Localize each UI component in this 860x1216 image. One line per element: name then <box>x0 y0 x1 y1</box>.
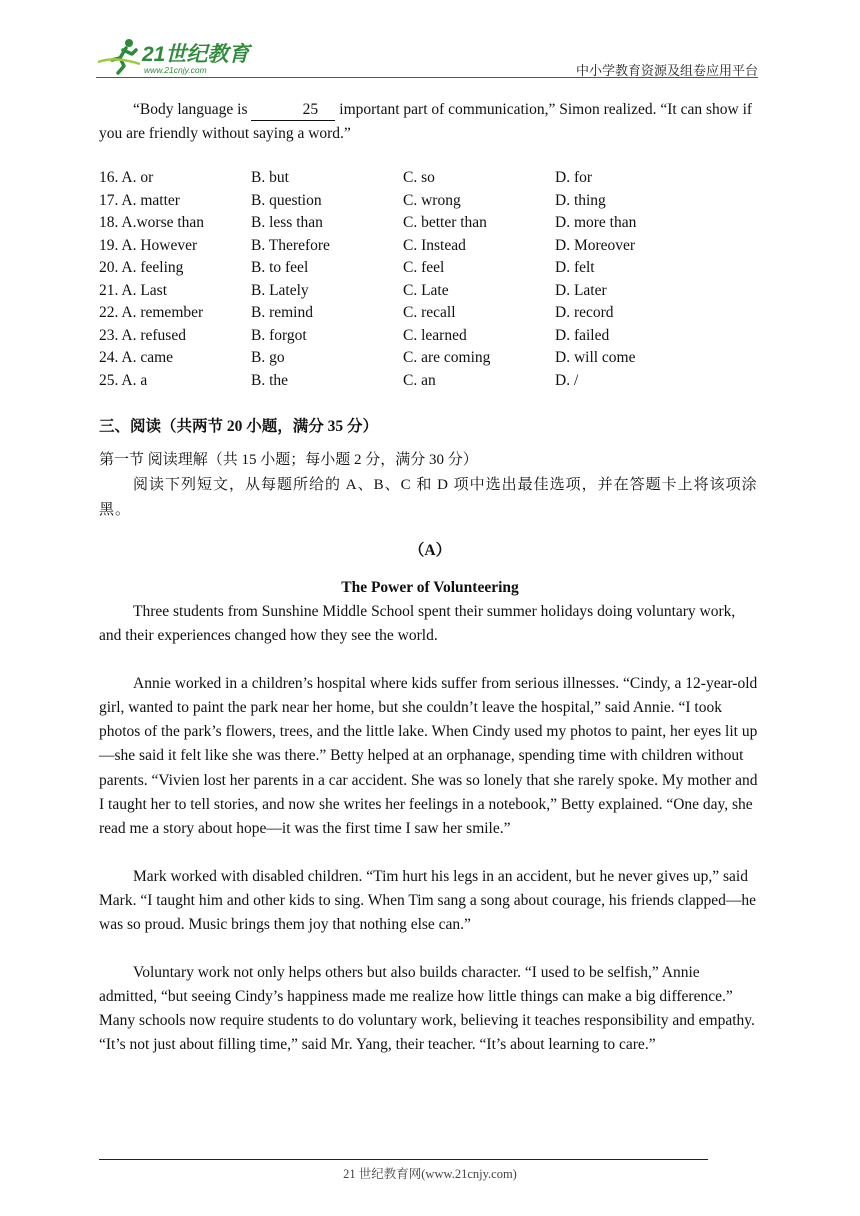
option-row <box>99 167 761 190</box>
option-row <box>99 302 761 325</box>
option-d: D. / <box>555 371 579 389</box>
option-b: B. remind <box>251 304 313 321</box>
blank-25: 25 <box>251 100 335 121</box>
intro-before: “Body language is <box>133 101 252 118</box>
passage-paragraph: Annie worked in a children’s hospital where kids suffer from serious illnesses. “Cindy, a 12-year-old girl, wanted to paint the park near her home, but she couldn’t leave the hospital,” said Annie. “I took photos of the park’s flowers, trees, and the little lake. When Cindy used my photos to paint, her eyes lit up—she said it felt like she was there.” Betty helped at an orphanage, spending time with children without parents. “Vivien lost her parents in a car accident. She was so lonely that she rarely spoke. My mother and I taught her to tell stories, and now she writes her feelings in a notebook,” Betty explained. “One day, she read me a story about hope—it was the first time I saw her smile.” <box>99 674 758 838</box>
option-row <box>99 370 761 393</box>
option-a: 22. A. remember <box>99 304 204 321</box>
option-a: 24. A. came <box>99 349 174 366</box>
document-body <box>99 98 761 1058</box>
option-d: D. Later <box>555 281 607 299</box>
section-subtitle: 第一节 阅读理解（共 15 小题；每小题 2 分，满分 30 分） <box>99 452 478 468</box>
header-divider <box>96 77 758 78</box>
option-b: B. to feel <box>251 259 309 276</box>
option-d: D. felt <box>555 259 595 276</box>
option-b: B. but <box>251 169 289 186</box>
page-footer: 21 世纪教育网(www.21cnjy.com) <box>343 1167 517 1181</box>
option-row <box>99 347 761 370</box>
intro-after: important part of communication,” Simon realized. “It can show if you are friendly without saying a word.” <box>99 101 753 142</box>
option-d: D. will come <box>555 349 636 366</box>
intro-paragraph <box>99 98 761 146</box>
option-row <box>99 235 761 258</box>
option-a: 23. A. refused <box>99 326 186 344</box>
option-c: C. learned <box>403 326 467 344</box>
option-c: C. wrong <box>403 191 461 209</box>
logo-url: www.21cnjy.com <box>144 65 207 75</box>
logo-text: 21世纪教育 <box>142 43 250 66</box>
footer-divider <box>99 1159 708 1160</box>
option-d: D. failed <box>555 326 610 344</box>
option-c: C. feel <box>403 259 445 276</box>
option-c: C. better than <box>403 214 487 231</box>
option-c: C. an <box>403 371 436 389</box>
option-row <box>99 325 761 348</box>
option-d: D. record <box>555 304 614 321</box>
option-b: B. the <box>251 371 289 389</box>
option-row <box>99 190 761 213</box>
cloze-options <box>99 167 761 392</box>
option-a: 17. A. matter <box>99 191 180 209</box>
option-a: 19. A. However <box>99 236 198 254</box>
option-d: D. for <box>555 169 593 186</box>
option-a: 20. A. feeling <box>99 259 184 276</box>
option-row <box>99 212 761 235</box>
option-a: 18. A.worse than <box>99 214 205 231</box>
option-c: C. so <box>403 169 435 186</box>
passage-paragraph: Voluntary work not only helps others but also builds character. “I used to be selfish,” Annie admitted, “but seeing Cindy’s happiness made me realize how little things can make a big difference.” Many schools now require students to do voluntary work, believing it teaches responsibility and empathy. “It’s not just about filling time,” said Mr. Yang, their teacher. “It’s about learning to care.” <box>99 963 755 1054</box>
page-header <box>96 30 758 78</box>
option-row <box>99 257 761 280</box>
option-b: B. less than <box>251 214 323 231</box>
passage-label: （A） <box>408 542 452 559</box>
passage-paragraph: Three students from Sunshine Middle School spent their summer holidays doing voluntary work, and their experiences changed how they see the world. <box>99 603 736 645</box>
passage-paragraph: Mark worked with disabled children. “Tim hurt his legs in an accident, but he never gives up,” said Mark. “I taught him and other kids to sing. When Tim sang a song about courage, his friends clapped—he was so proud. Music brings them joy that nothing else can.” <box>99 867 757 934</box>
passage-title: The Power of Volunteering <box>341 579 519 596</box>
option-d: D. Moreover <box>555 236 636 254</box>
option-a: 25. A. a <box>99 371 148 389</box>
option-b: B. go <box>251 349 285 366</box>
option-c: C. are coming <box>403 349 491 366</box>
option-d: D. more than <box>555 214 637 231</box>
option-b: B. question <box>251 191 322 209</box>
option-c: C. Late <box>403 281 449 299</box>
option-b: B. forgot <box>251 326 307 344</box>
option-a: 21. A. Last <box>99 281 168 299</box>
option-c: C. Instead <box>403 236 466 254</box>
logo-icon <box>96 36 266 76</box>
section-instruction: 阅读下列短文，从每题所给的 A、B、C 和 D 项中选出最佳选项，并在答题卡上将该项涂黑。 <box>99 477 758 518</box>
option-row <box>99 280 761 303</box>
option-a: 16. A. or <box>99 169 154 186</box>
option-b: B. Lately <box>251 281 309 299</box>
logo <box>96 36 266 76</box>
option-c: C. recall <box>403 304 456 321</box>
option-b: B. Therefore <box>251 236 330 254</box>
platform-name: 中小学教育资源及组卷应用平台 <box>575 63 758 78</box>
option-d: D. thing <box>555 191 606 209</box>
section-title: 三、阅读（共两节 20 小题，满分 35 分） <box>99 418 379 435</box>
